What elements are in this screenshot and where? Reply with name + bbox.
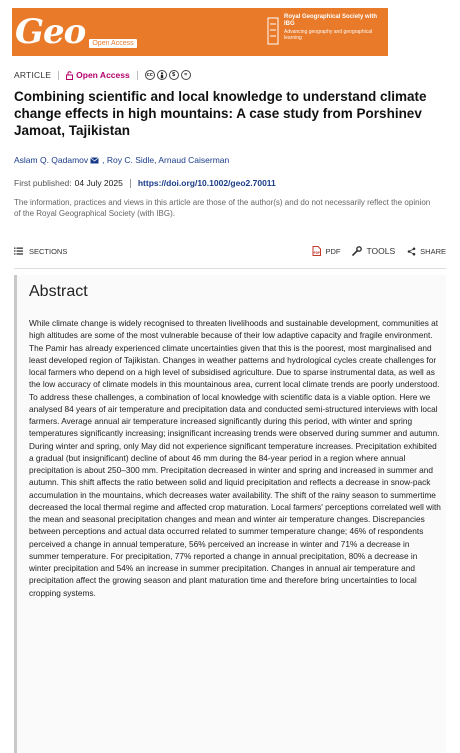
by-icon <box>157 70 167 80</box>
nc-icon: $ <box>169 70 179 80</box>
article-type: ARTICLE <box>14 70 52 80</box>
mail-icon[interactable] <box>90 157 99 164</box>
nd-icon: = <box>181 70 191 80</box>
journal-logo: Geo <box>15 12 86 52</box>
published-label: First published: <box>14 178 72 188</box>
society-name-text: Royal Geographical Society with IBG <box>284 14 378 27</box>
divider <box>130 179 131 188</box>
author-link[interactable]: Aslam Q. Qadamov <box>14 155 89 165</box>
wrench-icon <box>352 246 362 256</box>
abstract-text: While climate change is widely recognised to threaten livelihoods and sustainable development, communities at high altitudes are some of the most vulnerable because of their low adaptive capacity and fragile environment. The Pamir has already experienced climate uncertainties given that this is the poorest, most marginalised and least developed region of Tajikistan. Changes in weather patterns and hydrological cycles create challenges for local farmers who depend on a high level of subsidised agriculture. Due to sparse instrumental data, as well as the low accuracy of climate models in this mountainous area, current local climate trends are poorly understood. To address these challenges, a combination of local knowledge with scientific data is a viable option. Here we analysed 84 years of air temperature and precipitation data and conducted semi-structured interviews with local farmers. Average annual air temperature increased significantly during this period, with winter and spring temperatures significantly increasing; insignificant increasing trends were observed during summer and autumn. During winter and spring, only May did not experience significant temperature increases. Precipitation exhibited a gradual (but insignificant) decline of about 46 mm during the 84-year period in a region where annual precipitation is about 250–300 mm. Precipitation decreased in winter and spring and increased in summer and autumn. This shift affects the ratio between solid and liquid precipitation and reflects a decrease in snow-pack accumulation in the mountains, which decreases water availability. The shift of the rainy season to summertime decreased the local thermal regime and affected crop maturation. Local farmers' perceptions correlated well with the mean and seasonal precipitation changes and mean and winter air temperature changes. Discrepancies between perceptions and actual data occurred related to summer temperature change; 46% of respondents perceived a change in annual temperature, 56% perceived an increase in winter and 71% a decrease in summer temperature. For precipitation, 77% reported a change in annual precipitation, 80% a decrease in winter precipitation and 54% an increase in summer precipitation. Changes in annual air temperature and precipitation affect the growing season and plant maturation time and therefore bring uncertainties to local cropping systems. <box>29 318 441 598</box>
abstract-section <box>14 275 446 753</box>
article-toolbar <box>14 244 446 258</box>
open-access-label: Open Access <box>76 70 130 80</box>
divider <box>137 71 138 80</box>
pdf-icon <box>312 246 321 256</box>
society-tagline: Advancing geography and geographical learning <box>284 29 373 41</box>
divider <box>58 71 59 80</box>
abstract-heading: Abstract <box>29 283 88 300</box>
banner-open-access-tag: Open Access <box>89 39 136 48</box>
svg-text:PDF: PDF <box>314 251 321 255</box>
sections-label: SECTIONS <box>29 246 68 256</box>
sections-button[interactable] <box>14 247 67 256</box>
tools-label: TOOLS <box>366 246 396 256</box>
doi-link[interactable]: https://doi.org/10.1002/geo2.70011 <box>137 178 276 188</box>
toolbar-divider <box>14 268 446 269</box>
author-list-rest[interactable]: , Roy C. Sidle, Arnaud Caiserman <box>102 155 230 165</box>
license-icons[interactable] <box>145 70 191 80</box>
society-crest-icon <box>266 16 280 46</box>
published-date: 04 July 2025 <box>74 178 123 188</box>
share-icon <box>407 247 416 256</box>
cc-icon: cc <box>146 72 153 78</box>
disclaimer-text: The information, practices and views in this article are those of the author(s) and do not necessarily reflect the opinion of the Royal Geographical Society (with IBG). <box>14 198 431 218</box>
share-button[interactable] <box>407 247 446 256</box>
share-label: SHARE <box>420 246 446 256</box>
open-access-badge[interactable] <box>66 70 130 80</box>
unlock-icon <box>66 71 73 80</box>
author-list[interactable] <box>14 155 229 165</box>
society-name <box>284 14 384 41</box>
list-icon <box>14 247 23 255</box>
pdf-button[interactable] <box>312 246 340 256</box>
tools-button[interactable] <box>352 246 395 256</box>
publication-info <box>14 178 276 188</box>
article-title: Combining scientific and local knowledge to understand climate change effects in high mountains: A case study from Porshinev Jamoat, Tajikistan <box>14 89 427 138</box>
article-meta-row <box>14 70 191 80</box>
pdf-label: PDF <box>325 246 341 256</box>
journal-banner[interactable] <box>12 8 388 56</box>
